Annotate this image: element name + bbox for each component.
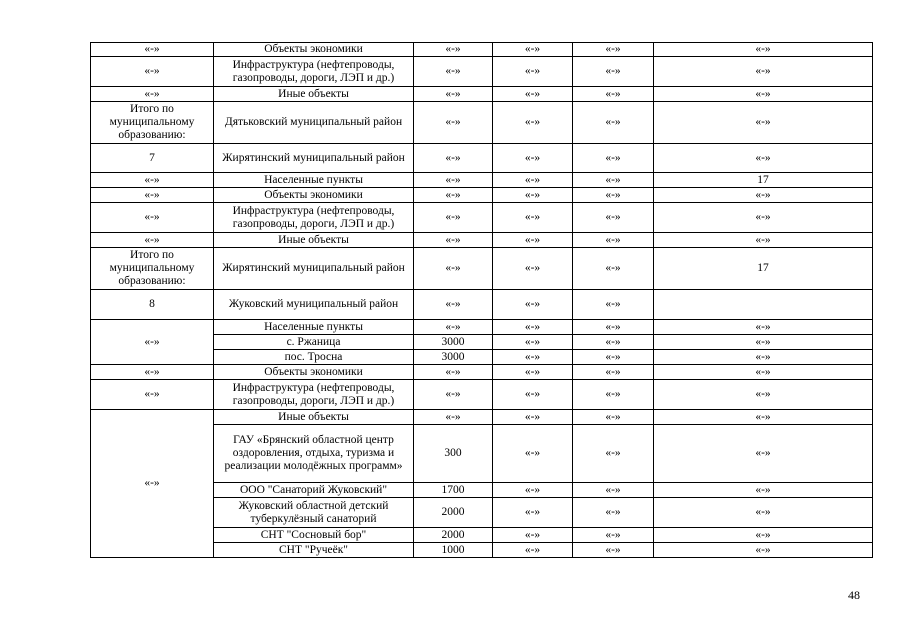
table-cell: «-» [414,320,493,335]
table-cell: 8 [91,290,214,320]
table-cell: «-» [493,320,573,335]
table-cell: «-» [493,290,573,320]
table-cell: «-» [654,483,873,498]
table-cell [654,290,873,320]
table-cell: «-» [654,350,873,365]
table-cell: 2000 [414,528,493,543]
table-cell: 3000 [414,335,493,350]
table-cell: «-» [654,380,873,410]
table-row [91,248,873,290]
table-cell: «-» [573,498,654,528]
table-cell: «-» [414,365,493,380]
table-cell: «-» [573,233,654,248]
table-row [91,188,873,203]
table-cell: «-» [414,144,493,173]
table-cell: Иные объекты [214,87,414,102]
table-cell: «-» [493,43,573,57]
table-cell: «-» [493,528,573,543]
table-cell: «-» [414,380,493,410]
table-cell: «-» [493,380,573,410]
table-cell: «-» [414,203,493,233]
table-cell: пос. Тросна [214,350,414,365]
table-cell: «-» [91,43,214,57]
table-cell: «-» [414,248,493,290]
table-cell: Населенные пункты [214,320,414,335]
table-cell: «-» [91,57,214,87]
table-cell: Жирятинский муниципальный район [214,144,414,173]
table-cell: «-» [493,203,573,233]
table-cell: «-» [654,528,873,543]
table-row [91,173,873,188]
table-row [91,144,873,173]
table-cell: «-» [493,188,573,203]
table-cell: «-» [654,498,873,528]
table-cell: «-» [573,290,654,320]
table-cell: «-» [573,365,654,380]
table-cell: «-» [91,233,214,248]
table-row [91,43,873,57]
table-cell: «-» [654,57,873,87]
table-cell: «-» [493,425,573,483]
table-cell: «-» [654,188,873,203]
table-cell: «-» [91,203,214,233]
table-cell: Жирятинский муниципальный район [214,248,414,290]
table-row [91,102,873,144]
table-cell: ГАУ «Брянский областной центр оздоровления, отдыха, туризма и реализации молодёжных программ» [214,425,414,483]
page-number: 48 [848,588,860,602]
table-cell: «-» [91,173,214,188]
table-cell: «-» [414,102,493,144]
table-cell: «-» [493,483,573,498]
table-cell: Итого по муниципальному образованию: [91,102,214,144]
table-cell: Объекты экономики [214,43,414,57]
table-cell: Инфраструктура (нефтепроводы, газопроводы, дороги, ЛЭП и др.) [214,203,414,233]
table-cell: «-» [493,365,573,380]
table-cell: «-» [414,410,493,425]
table-cell: «-» [654,233,873,248]
table-cell: «-» [573,248,654,290]
table-cell: «-» [493,233,573,248]
table-row [91,57,873,87]
table-cell: «-» [573,380,654,410]
data-table [90,42,873,558]
table-cell: «-» [91,320,214,365]
table-cell: «-» [573,87,654,102]
table-cell: «-» [573,43,654,57]
table-cell: «-» [573,350,654,365]
table-cell: «-» [654,320,873,335]
table-cell: «-» [414,173,493,188]
table-cell: 17 [654,173,873,188]
table-cell: «-» [573,57,654,87]
table-row [91,365,873,380]
table-cell: 1000 [414,543,493,558]
table-cell: «-» [654,335,873,350]
table-cell: СНТ "Сосновый бор" [214,528,414,543]
table-cell: 3000 [414,350,493,365]
table-cell: «-» [414,43,493,57]
table-cell: «-» [573,335,654,350]
table-cell: «-» [573,102,654,144]
table-cell: Иные объекты [214,233,414,248]
table-cell: Жуковский муниципальный район [214,290,414,320]
table-row [91,203,873,233]
table-cell: Инфраструктура (нефтепроводы, газопроводы, дороги, ЛЭП и др.) [214,380,414,410]
table-row [91,233,873,248]
table-cell: «-» [654,43,873,57]
table-cell: «-» [493,543,573,558]
table-cell: «-» [493,350,573,365]
table-cell: 7 [91,144,214,173]
table-cell: «-» [654,410,873,425]
table-cell: «-» [493,498,573,528]
table-cell: «-» [414,57,493,87]
table-cell: «-» [493,87,573,102]
table-row [91,410,873,425]
table-cell: «-» [493,173,573,188]
table-cell: «-» [91,188,214,203]
table-cell: «-» [573,173,654,188]
table-cell: Инфраструктура (нефтепроводы, газопроводы, дороги, ЛЭП и др.) [214,57,414,87]
table-cell: Дятьковский муниципальный район [214,102,414,144]
table-cell: Объекты экономики [214,365,414,380]
table-cell: «-» [493,57,573,87]
table-cell: «-» [573,483,654,498]
table-cell: Жуковский областной детский туберкулёзный санаторий [214,498,414,528]
table-cell: «-» [493,248,573,290]
table-cell: «-» [654,203,873,233]
table-cell: 2000 [414,498,493,528]
table-cell: с. Ржаница [214,335,414,350]
table-cell: «-» [573,188,654,203]
table-cell: «-» [91,380,214,410]
table-cell: «-» [654,102,873,144]
table-row [91,320,873,335]
table-cell: «-» [493,102,573,144]
table-cell: «-» [493,335,573,350]
table-cell: «-» [654,144,873,173]
table-cell: «-» [573,203,654,233]
table-cell: «-» [91,365,214,380]
table-cell: «-» [573,528,654,543]
table-cell: Итого по муниципальному образованию: [91,248,214,290]
table-cell: «-» [654,425,873,483]
table-cell: Объекты экономики [214,188,414,203]
table-cell: «-» [573,543,654,558]
table-cell: «-» [573,425,654,483]
table-cell: «-» [573,144,654,173]
table-cell: «-» [573,410,654,425]
table-cell: «-» [654,365,873,380]
table-cell: «-» [493,144,573,173]
table-body [91,43,873,558]
table-row [91,380,873,410]
table-cell: Населенные пункты [214,173,414,188]
table-cell: «-» [91,410,214,558]
table-cell: «-» [493,410,573,425]
table-cell: «-» [573,320,654,335]
table-cell: «-» [654,543,873,558]
table-cell: 1700 [414,483,493,498]
table-cell: «-» [414,87,493,102]
table-cell: ООО "Санаторий Жуковский" [214,483,414,498]
table-cell: «-» [91,87,214,102]
table-cell: «-» [654,87,873,102]
table-cell: «-» [414,188,493,203]
table-cell: 300 [414,425,493,483]
table-cell: «-» [414,290,493,320]
table-row [91,290,873,320]
table-cell: «-» [414,233,493,248]
table-cell: 17 [654,248,873,290]
table-cell: Иные объекты [214,410,414,425]
table-row [91,87,873,102]
table-cell: СНТ "Ручеёк" [214,543,414,558]
